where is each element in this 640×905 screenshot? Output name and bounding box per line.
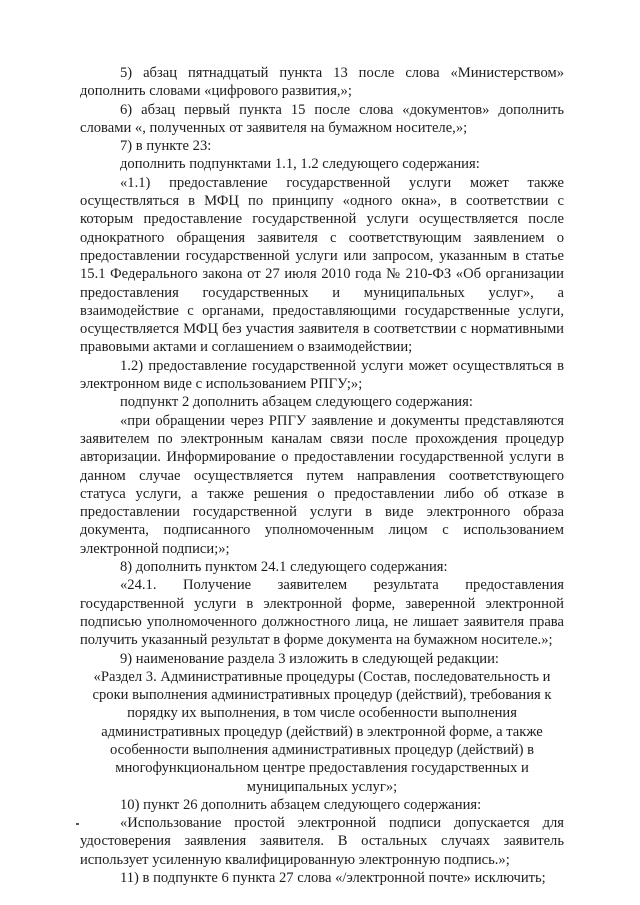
scan-speck — [76, 823, 79, 825]
amendment-item-11: 11) в подпункте 6 пункта 27 слова «/электронной почте» исключить; — [120, 870, 546, 887]
amendment-item-5: 5) абзац пятнадцатый пункта 13 после слова «Министерством» дополнить словами «цифрового развития,»; — [80, 65, 564, 100]
subpoint-1-2: 1.2) предоставление государственной услуги может осуществляться в электронном виде с использованием РПГУ;»; — [80, 357, 564, 393]
amendment-item-8: 8) дополнить пунктом 24.1 следующего содержания: — [120, 559, 448, 576]
subpoint-2-text: «при обращении через РПГУ заявление и документы представляются заявителем по электронным каналам связи после прохождения процедур авторизации. Информирование о предоставлении государственной услуги в данном случае осуществляется путем направления соответствующего статуса услуги, а также решения о предоставлении либо об отказе в предоставлении государственной услуги в виде электронного образа документа, подписанного уполномоченным лицом с использованием электронной подписи;»; — [80, 412, 564, 557]
subpoint-1-1: «1.1) предоставление государственной услуги может также осуществляться в МФЦ по принципу «одного окна», в соответствии с которым предоставление государственной услуги осуществляется после однократного обращения заявителя с соответствующим заявлением о предоставлении государственной услуги или запросом, указанным в статье 15.1 Федерального закона от 27 июля 2010 года № 210-ФЗ «Об организации предоставления государственных и муниципальных услуг», а взаимодействие с органами, предоставляющими государственные услуги, осуществляется МФЦ без участия заявителя в соответствии с нормативными правовыми актами и соглашением о взаимодействии; — [80, 174, 564, 356]
amendment-item-10: 10) пункт 26 дополнить абзацем следующего содержания: — [120, 796, 482, 813]
point-26-text: «Использование простой электронной подписи допускается для удостоверения заявления заявителя. В остальных случаях заявитель использует усиленную квалифицированную электронную подпись.»; — [80, 815, 564, 868]
amendment-item-7: 7) в пункте 23: — [120, 138, 212, 155]
document-body — [80, 64, 564, 887]
amendment-item-6: 6) абзац первый пункта 15 после слова «документов» дополнить словами «, полученных от заявителя на бумажном носителе,»; — [80, 101, 564, 136]
amendment-item-9: 9) наименование раздела 3 изложить в следующей редакции: — [120, 650, 499, 667]
section-3-title: «Раздел 3. Административные процедуры (Состав, последовательность и сроки выполнения административных процедур (действий), требования к порядку их выполнения, в том числе особенности выполнения административных процедур (действий) в электронной форме, а также особенности выполнения административных процедур (действий) в многофункциональном центре предоставления государственных и муниципальных услуг»; — [92, 668, 552, 795]
point-24-1-text: «24.1. Получение заявителем результата предоставления государственной услуги в электронной форме, заверенной электронной подписью уполномоченного должностного лица, не лишает заявителя права получить указанный результат в форме документа на бумажном носителе.»; — [80, 577, 564, 649]
amendment-item-7-intro: дополнить подпунктами 1.1, 1.2 следующего содержания: — [120, 156, 480, 173]
subpoint-2-intro: подпункт 2 дополнить абзацем следующего содержания: — [120, 394, 473, 411]
